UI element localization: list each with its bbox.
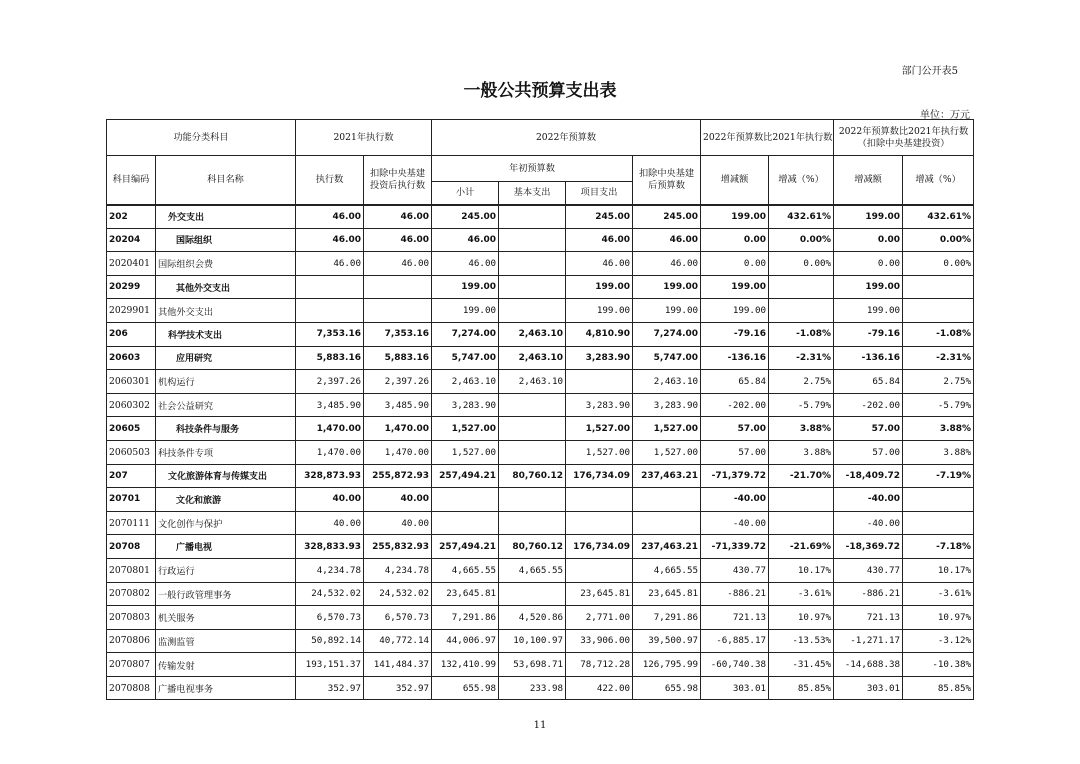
- row-value: [769, 488, 834, 512]
- row-value: 10.97%: [769, 606, 834, 630]
- row-value: [499, 275, 566, 299]
- row-value: 24,532.02: [364, 582, 432, 606]
- row-code: 2060302: [107, 393, 156, 417]
- row-value: 176,734.09: [566, 535, 633, 559]
- row-value: 1,470.00: [296, 417, 364, 441]
- row-value: -40.00: [701, 511, 769, 535]
- row-value: 40,772.14: [364, 629, 432, 653]
- row-code: 2060503: [107, 440, 156, 464]
- row-value: 132,410.99: [432, 653, 499, 677]
- row-name: 其他外交支出: [156, 275, 296, 299]
- row-value: -3.12%: [903, 629, 974, 653]
- table-row: [107, 582, 974, 606]
- row-value: 199.00: [701, 299, 769, 323]
- table-row: [107, 558, 974, 582]
- row-value: -1.08%: [903, 322, 974, 346]
- row-value: [499, 205, 566, 229]
- row-value: 432.61%: [769, 205, 834, 229]
- row-code: 2070802: [107, 582, 156, 606]
- header-inc-pct-2: 增减（%）: [903, 156, 974, 205]
- row-value: 57.00: [834, 440, 903, 464]
- row-value: -13.53%: [769, 629, 834, 653]
- row-value: -10.38%: [903, 653, 974, 677]
- table-row: [107, 417, 974, 441]
- row-code: 2070807: [107, 653, 156, 677]
- row-value: 46.00: [432, 228, 499, 252]
- table-row: [107, 370, 974, 394]
- row-code: 20299: [107, 275, 156, 299]
- row-value: 57.00: [834, 417, 903, 441]
- row-value: 1,527.00: [633, 417, 701, 441]
- row-value: 199.00: [566, 275, 633, 299]
- row-value: 5,747.00: [633, 346, 701, 370]
- row-value: -21.69%: [769, 535, 834, 559]
- row-value: [364, 275, 432, 299]
- row-value: [432, 488, 499, 512]
- row-value: 0.00%: [903, 228, 974, 252]
- row-value: -136.16: [834, 346, 903, 370]
- row-value: 0.00%: [769, 252, 834, 276]
- table-row: [107, 393, 974, 417]
- row-value: -2.31%: [903, 346, 974, 370]
- row-value: 199.00: [633, 299, 701, 323]
- header-func-class: 功能分类科目: [107, 120, 296, 156]
- row-value: -71,339.72: [701, 535, 769, 559]
- row-value: 255,872.93: [364, 464, 432, 488]
- row-value: 46.00: [296, 205, 364, 229]
- row-value: 655.98: [432, 676, 499, 700]
- row-code: 206: [107, 322, 156, 346]
- row-value: -21.70%: [769, 464, 834, 488]
- row-value: 3,283.90: [566, 393, 633, 417]
- row-value: 85.85%: [769, 676, 834, 700]
- row-value: 6,570.73: [364, 606, 432, 630]
- row-code: 20204: [107, 228, 156, 252]
- header-code: 科目编码: [107, 156, 156, 205]
- row-value: [499, 299, 566, 323]
- row-value: 2,463.10: [499, 346, 566, 370]
- row-value: 141,484.37: [364, 653, 432, 677]
- row-value: 40.00: [296, 488, 364, 512]
- row-value: -3.61%: [903, 582, 974, 606]
- row-value: 85.85%: [903, 676, 974, 700]
- row-value: 2.75%: [769, 370, 834, 394]
- row-name: 国际组织会费: [156, 252, 296, 276]
- row-value: -79.16: [701, 322, 769, 346]
- row-value: 3.88%: [769, 440, 834, 464]
- row-value: 80,760.12: [499, 535, 566, 559]
- row-value: -7.18%: [903, 535, 974, 559]
- row-value: 422.00: [566, 676, 633, 700]
- table-id-label: 部门公开表5: [901, 66, 958, 77]
- row-code: 2060301: [107, 370, 156, 394]
- table-row: [107, 464, 974, 488]
- row-value: 7,274.00: [432, 322, 499, 346]
- row-value: 2,397.26: [296, 370, 364, 394]
- row-value: [633, 488, 701, 512]
- table-row: [107, 252, 974, 276]
- row-value: 46.00: [364, 205, 432, 229]
- row-value: 655.98: [633, 676, 701, 700]
- row-value: 10.97%: [903, 606, 974, 630]
- row-value: -40.00: [834, 488, 903, 512]
- row-value: 10,100.97: [499, 629, 566, 653]
- row-value: 5,883.16: [296, 346, 364, 370]
- row-value: 2,463.10: [499, 370, 566, 394]
- row-value: 199.00: [834, 205, 903, 229]
- row-name: 机构运行: [156, 370, 296, 394]
- row-value: 237,463.21: [633, 535, 701, 559]
- row-value: 23,645.81: [566, 582, 633, 606]
- row-code: 2070801: [107, 558, 156, 582]
- row-value: 721.13: [834, 606, 903, 630]
- row-name: 广播电视: [156, 535, 296, 559]
- row-value: -202.00: [701, 393, 769, 417]
- row-value: 46.00: [364, 228, 432, 252]
- header-compare-2021: 2022年预算数比2021年执行数: [701, 120, 834, 156]
- header-subtotal: 小计: [432, 182, 499, 205]
- row-value: -31.45%: [769, 653, 834, 677]
- row-value: 430.77: [701, 558, 769, 582]
- row-value: 0.00: [701, 228, 769, 252]
- header-project: 项目支出: [566, 182, 633, 205]
- row-value: 46.00: [633, 252, 701, 276]
- row-value: 3,283.90: [566, 346, 633, 370]
- row-name: 监测监管: [156, 629, 296, 653]
- row-value: -886.21: [834, 582, 903, 606]
- row-value: 46.00: [432, 252, 499, 276]
- row-value: -5.79%: [769, 393, 834, 417]
- row-value: -886.21: [701, 582, 769, 606]
- row-value: -40.00: [834, 511, 903, 535]
- row-value: 0.00: [834, 252, 903, 276]
- row-value: 199.00: [432, 299, 499, 323]
- row-code: 2070808: [107, 676, 156, 700]
- table-row: [107, 488, 974, 512]
- row-value: 40.00: [296, 511, 364, 535]
- row-value: 7,353.16: [296, 322, 364, 346]
- header-exec-2021: 2021年执行数: [296, 120, 432, 156]
- row-value: 303.01: [701, 676, 769, 700]
- row-value: [499, 511, 566, 535]
- row-value: 2,463.10: [432, 370, 499, 394]
- row-value: 233.98: [499, 676, 566, 700]
- header-exec: 执行数: [296, 156, 364, 205]
- row-value: 50,892.14: [296, 629, 364, 653]
- row-value: 432.61%: [903, 205, 974, 229]
- row-name: 国际组织: [156, 228, 296, 252]
- row-value: 46.00: [566, 228, 633, 252]
- row-value: 0.00%: [769, 228, 834, 252]
- row-value: 176,734.09: [566, 464, 633, 488]
- row-value: -7.19%: [903, 464, 974, 488]
- table-row: [107, 299, 974, 323]
- row-value: 1,527.00: [566, 440, 633, 464]
- table-row: [107, 440, 974, 464]
- row-value: [769, 511, 834, 535]
- row-value: 65.84: [701, 370, 769, 394]
- row-value: 126,795.99: [633, 653, 701, 677]
- row-value: 199.00: [701, 275, 769, 299]
- row-value: 46.00: [566, 252, 633, 276]
- row-value: 0.00: [834, 228, 903, 252]
- table-row: [107, 606, 974, 630]
- row-value: [566, 488, 633, 512]
- table-row: [107, 205, 974, 229]
- row-code: 20605: [107, 417, 156, 441]
- header-inc-amt: 增减额: [701, 156, 769, 205]
- header-initial: 年初预算数: [432, 156, 633, 182]
- row-value: 3,283.90: [633, 393, 701, 417]
- row-value: 7,291.86: [432, 606, 499, 630]
- row-value: -3.61%: [769, 582, 834, 606]
- row-value: 1,470.00: [296, 440, 364, 464]
- row-name: 科学技术支出: [156, 322, 296, 346]
- row-value: 2,397.26: [364, 370, 432, 394]
- row-value: 199.00: [566, 299, 633, 323]
- header-inc-pct: 增减（%）: [769, 156, 834, 205]
- row-value: 352.97: [364, 676, 432, 700]
- row-value: [499, 440, 566, 464]
- row-value: 4,665.55: [633, 558, 701, 582]
- row-value: 4,234.78: [296, 558, 364, 582]
- table-row: [107, 653, 974, 677]
- row-name: 外交支出: [156, 205, 296, 229]
- row-value: 7,353.16: [364, 322, 432, 346]
- row-value: -18,369.72: [834, 535, 903, 559]
- row-value: -14,688.38: [834, 653, 903, 677]
- row-value: 3.88%: [769, 417, 834, 441]
- row-value: -71,379.72: [701, 464, 769, 488]
- row-name: 应用研究: [156, 346, 296, 370]
- row-value: 328,833.93: [296, 535, 364, 559]
- row-value: [903, 488, 974, 512]
- row-code: 20701: [107, 488, 156, 512]
- row-value: 5,747.00: [432, 346, 499, 370]
- row-value: 46.00: [633, 228, 701, 252]
- row-code: 2070806: [107, 629, 156, 653]
- row-value: 257,494.21: [432, 535, 499, 559]
- row-value: 53,698.71: [499, 653, 566, 677]
- row-value: 721.13: [701, 606, 769, 630]
- row-value: 1,470.00: [364, 440, 432, 464]
- row-value: [432, 511, 499, 535]
- row-value: [566, 511, 633, 535]
- row-value: 352.97: [296, 676, 364, 700]
- row-name: 一般行政管理事务: [156, 582, 296, 606]
- row-value: 257,494.21: [432, 464, 499, 488]
- row-value: [769, 299, 834, 323]
- row-value: 24,532.02: [296, 582, 364, 606]
- row-value: 40.00: [364, 511, 432, 535]
- row-value: [903, 275, 974, 299]
- row-value: 4,520.86: [499, 606, 566, 630]
- row-name: 行政运行: [156, 558, 296, 582]
- row-value: -6,885.17: [701, 629, 769, 653]
- row-value: 430.77: [834, 558, 903, 582]
- budget-table: [106, 119, 974, 700]
- row-value: 7,274.00: [633, 322, 701, 346]
- row-value: 3.88%: [903, 440, 974, 464]
- row-value: 39,500.97: [633, 629, 701, 653]
- row-name: 传输发射: [156, 653, 296, 677]
- row-value: 46.00: [296, 228, 364, 252]
- row-value: [296, 275, 364, 299]
- row-value: [499, 417, 566, 441]
- row-value: 3.88%: [903, 417, 974, 441]
- row-value: 245.00: [566, 205, 633, 229]
- row-value: 46.00: [364, 252, 432, 276]
- row-value: 7,291.86: [633, 606, 701, 630]
- row-value: 80,760.12: [499, 464, 566, 488]
- table-body: [107, 205, 974, 700]
- row-value: -202.00: [834, 393, 903, 417]
- row-value: -79.16: [834, 322, 903, 346]
- row-value: [499, 228, 566, 252]
- row-code: 2029901: [107, 299, 156, 323]
- row-value: 4,234.78: [364, 558, 432, 582]
- table-row: [107, 676, 974, 700]
- row-value: 2,463.10: [499, 322, 566, 346]
- row-value: 10.17%: [769, 558, 834, 582]
- row-value: 3,485.90: [364, 393, 432, 417]
- table-row: [107, 511, 974, 535]
- row-value: [633, 511, 701, 535]
- row-value: 57.00: [701, 417, 769, 441]
- row-value: 4,665.55: [432, 558, 499, 582]
- row-value: 1,527.00: [432, 440, 499, 464]
- row-name: 广播电视事务: [156, 676, 296, 700]
- row-value: 3,485.90: [296, 393, 364, 417]
- row-value: 1,470.00: [364, 417, 432, 441]
- row-name: 其他外交支出: [156, 299, 296, 323]
- row-value: 2,463.10: [633, 370, 701, 394]
- row-value: -1,271.17: [834, 629, 903, 653]
- row-code: 20708: [107, 535, 156, 559]
- row-name: 社会公益研究: [156, 393, 296, 417]
- row-value: 1,527.00: [566, 417, 633, 441]
- row-value: 3,283.90: [432, 393, 499, 417]
- row-value: 328,873.93: [296, 464, 364, 488]
- row-value: 303.01: [834, 676, 903, 700]
- row-value: [566, 558, 633, 582]
- row-value: -60,740.38: [701, 653, 769, 677]
- header-compare-2021-ex: 2022年预算数比2021年执行数（扣除中央基建投资）: [834, 120, 974, 156]
- row-value: 5,883.16: [364, 346, 432, 370]
- row-value: 1,527.00: [432, 417, 499, 441]
- row-value: [903, 511, 974, 535]
- row-value: [499, 393, 566, 417]
- row-value: -1.08%: [769, 322, 834, 346]
- header-name: 科目名称: [156, 156, 296, 205]
- row-value: [566, 370, 633, 394]
- row-value: 2,771.00: [566, 606, 633, 630]
- row-code: 2020401: [107, 252, 156, 276]
- row-code: 2070111: [107, 511, 156, 535]
- row-value: 2.75%: [903, 370, 974, 394]
- row-value: 0.00: [701, 252, 769, 276]
- page-title: 一般公共预算支出表: [463, 81, 617, 101]
- row-value: [499, 252, 566, 276]
- row-value: 0.00%: [903, 252, 974, 276]
- row-name: 科技条件专项: [156, 440, 296, 464]
- row-code: 202: [107, 205, 156, 229]
- row-code: 207: [107, 464, 156, 488]
- row-value: 199.00: [633, 275, 701, 299]
- unit-label: 单位：万元: [920, 110, 970, 121]
- row-value: 65.84: [834, 370, 903, 394]
- row-code: 2070803: [107, 606, 156, 630]
- row-value: 6,570.73: [296, 606, 364, 630]
- row-value: 33,906.00: [566, 629, 633, 653]
- row-value: 10.17%: [903, 558, 974, 582]
- header-budget-ex: 扣除中央基建后预算数: [633, 156, 701, 205]
- table-row: [107, 275, 974, 299]
- table-row: [107, 322, 974, 346]
- row-value: [499, 582, 566, 606]
- header-budget-2022: 2022年预算数: [432, 120, 701, 156]
- row-value: -5.79%: [903, 393, 974, 417]
- row-value: 57.00: [701, 440, 769, 464]
- row-value: [499, 488, 566, 512]
- row-name: 文化旅游体育与传媒支出: [156, 464, 296, 488]
- row-value: 199.00: [834, 275, 903, 299]
- row-value: 199.00: [432, 275, 499, 299]
- row-value: 40.00: [364, 488, 432, 512]
- row-value: -136.16: [701, 346, 769, 370]
- table-row: [107, 346, 974, 370]
- row-value: 199.00: [834, 299, 903, 323]
- row-value: 199.00: [701, 205, 769, 229]
- header-exec-ex: 扣除中央基建投资后执行数: [364, 156, 432, 205]
- row-value: [903, 299, 974, 323]
- row-value: -18,409.72: [834, 464, 903, 488]
- page-number: 11: [533, 720, 547, 731]
- row-value: 245.00: [633, 205, 701, 229]
- row-value: 23,645.81: [432, 582, 499, 606]
- table-row: [107, 629, 974, 653]
- table-row: [107, 228, 974, 252]
- row-value: 255,832.93: [364, 535, 432, 559]
- header-basic: 基本支出: [499, 182, 566, 205]
- row-name: 文化创作与保护: [156, 511, 296, 535]
- header-inc-amt-2: 增减额: [834, 156, 903, 205]
- row-value: 4,665.55: [499, 558, 566, 582]
- row-value: [769, 275, 834, 299]
- row-name: 文化和旅游: [156, 488, 296, 512]
- row-value: -2.31%: [769, 346, 834, 370]
- row-value: 44,006.97: [432, 629, 499, 653]
- row-code: 20603: [107, 346, 156, 370]
- row-name: 机关服务: [156, 606, 296, 630]
- row-value: 46.00: [296, 252, 364, 276]
- row-value: 23,645.81: [633, 582, 701, 606]
- row-value: 4,810.90: [566, 322, 633, 346]
- row-value: [364, 299, 432, 323]
- row-value: 193,151.37: [296, 653, 364, 677]
- row-name: 科技条件与服务: [156, 417, 296, 441]
- row-value: -40.00: [701, 488, 769, 512]
- row-value: 237,463.21: [633, 464, 701, 488]
- row-value: 245.00: [432, 205, 499, 229]
- table-row: [107, 535, 974, 559]
- row-value: 1,527.00: [633, 440, 701, 464]
- row-value: 78,712.28: [566, 653, 633, 677]
- row-value: [296, 299, 364, 323]
